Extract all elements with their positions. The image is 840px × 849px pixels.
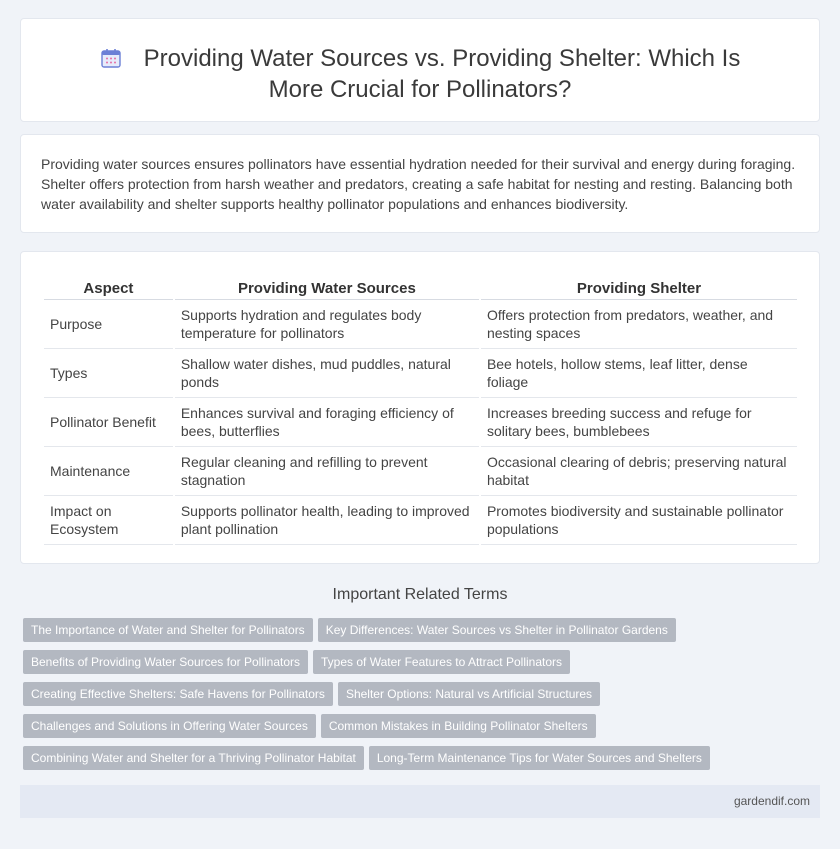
related-term-tag[interactable]: Long-Term Maintenance Tips for Water Sources and Shelters: [369, 746, 710, 770]
header-card: [20, 18, 820, 122]
table-header-row: [44, 276, 797, 300]
table-cell-water: Supports hydration and regulates body temperature for pollinators: [175, 300, 479, 349]
intro-paragraph: Providing water sources ensures pollinators have essential hydration needed for their survival and energy during foraging. Shelter offers protection from harsh weather and predators, creating a safe habitat for nesting and resting. Balancing both water availability and shelter supports healthy pollinator populations and enhances biodiversity.: [41, 156, 796, 212]
header-aspect: Aspect: [44, 276, 173, 300]
footer-site-link[interactable]: gardendif.com: [733, 794, 810, 808]
table-row: [44, 398, 797, 447]
intro-card: [20, 134, 820, 233]
header-water: Providing Water Sources: [175, 276, 479, 300]
header-shelter: Providing Shelter: [481, 276, 797, 300]
table-cell-water: Supports pollinator health, leading to improved plant pollination: [175, 496, 479, 545]
tag-row: [23, 650, 823, 682]
table-cell-aspect: Types: [44, 349, 173, 398]
table-row: [44, 496, 797, 545]
tag-row: [23, 714, 823, 746]
related-term-tag[interactable]: Shelter Options: Natural vs Artificial Structures: [338, 682, 600, 706]
table-cell-aspect: Maintenance: [44, 447, 173, 496]
tag-row: [23, 746, 823, 778]
related-terms-list: [23, 618, 823, 778]
tag-row: [23, 618, 823, 650]
calendar-icon: [100, 47, 122, 69]
table-cell-shelter: Bee hotels, hollow stems, leaf litter, dense foliage: [481, 349, 797, 398]
footer: [20, 785, 820, 818]
table-cell-water: Shallow water dishes, mud puddles, natural ponds: [175, 349, 479, 398]
table-cell-shelter: Occasional clearing of debris; preserving natural habitat: [481, 447, 797, 496]
related-term-tag[interactable]: Types of Water Features to Attract Pollinators: [313, 650, 570, 674]
related-term-tag[interactable]: Common Mistakes in Building Pollinator Shelters: [321, 714, 596, 738]
table-cell-water: Regular cleaning and refilling to prevent stagnation: [175, 447, 479, 496]
related-term-tag[interactable]: Challenges and Solutions in Offering Water Sources: [23, 714, 316, 738]
comparison-card: [20, 251, 820, 564]
related-term-tag[interactable]: Benefits of Providing Water Sources for Pollinators: [23, 650, 308, 674]
table-cell-aspect: Purpose: [44, 300, 173, 349]
related-term-tag[interactable]: Creating Effective Shelters: Safe Havens for Pollinators: [23, 682, 333, 706]
table-cell-aspect: Pollinator Benefit: [44, 398, 173, 447]
table-cell-shelter: Promotes biodiversity and sustainable pollinator populations: [481, 496, 797, 545]
table-cell-shelter: Increases breeding success and refuge for solitary bees, bumblebees: [481, 398, 797, 447]
table-cell-aspect: Impact on Ecosystem: [44, 496, 173, 545]
table-row: [44, 300, 797, 349]
tag-row: [23, 682, 823, 714]
related-term-tag[interactable]: Combining Water and Shelter for a Thriving Pollinator Habitat: [23, 746, 364, 770]
comparison-table: [42, 276, 799, 545]
table-row: [44, 349, 797, 398]
table-cell-water: Enhances survival and foraging efficiency of bees, butterflies: [175, 398, 479, 447]
related-term-tag[interactable]: The Importance of Water and Shelter for Pollinators: [23, 618, 313, 642]
page-title-text: Providing Water Sources vs. Providing Shelter: Which Is More Crucial for Pollinators?: [143, 45, 741, 103]
table-row: [44, 447, 797, 496]
table-cell-shelter: Offers protection from predators, weather, and nesting spaces: [481, 300, 797, 349]
related-term-tag[interactable]: Key Differences: Water Sources vs Shelter in Pollinator Gardens: [318, 618, 676, 642]
page-title: [21, 43, 819, 105]
related-terms-heading: Important Related Terms: [332, 586, 508, 603]
title-wrap: [21, 43, 819, 105]
